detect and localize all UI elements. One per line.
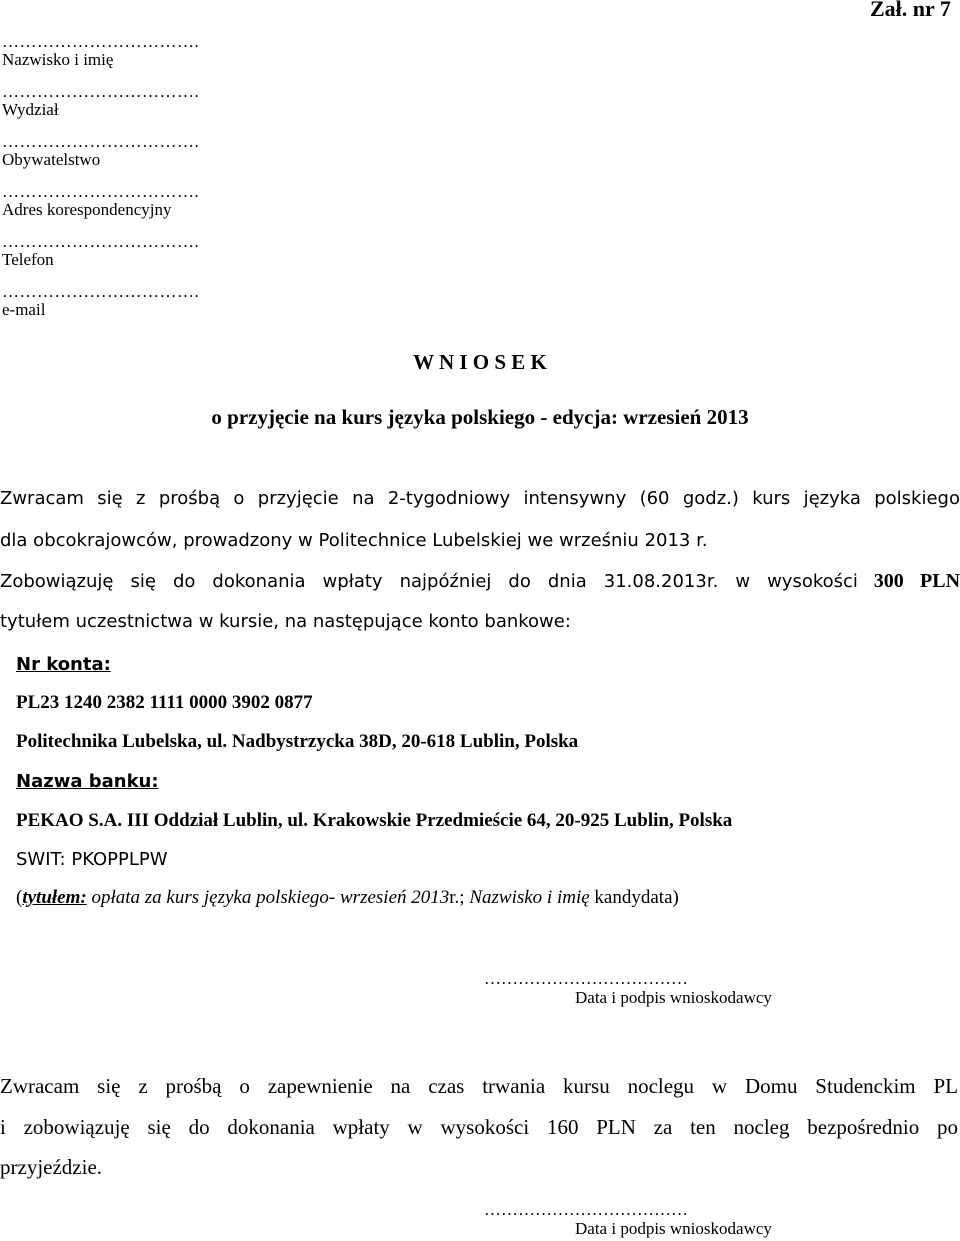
accommodation-line-1: Zwracam się z prośbą o zapewnienie na czas trwania kursu noclegu w Domu Studenckim PL	[0, 1074, 958, 1098]
address-field-dots[interactable]: …………………………….	[2, 182, 200, 201]
annex-number: Zał. nr 7	[870, 0, 951, 21]
request-line-3-text: Zobowiązuję się do dokonania wpłaty najpóźniej do dnia 31.08.2013r. w wysokości	[0, 571, 858, 592]
bank-name: PEKAO S.A. III Oddział Lublin, ul. Krakowskie Przedmieście 64, 20-925 Lublin, Polska	[16, 810, 733, 831]
transfer-title-end: kandydata)	[589, 887, 679, 908]
transfer-title-r: r.;	[449, 887, 470, 908]
request-line-3	[0, 570, 960, 593]
bank-label: Nazwa banku:	[16, 771, 159, 792]
signature-1-dots[interactable]: ………………………………	[484, 969, 688, 988]
faculty-field-label: Wydział	[2, 100, 59, 119]
signature-2-label: Data i podpis wnioskodawcy	[575, 1219, 772, 1238]
transfer-title-open: (	[16, 887, 23, 908]
transfer-title-label: tytułem:	[22, 887, 87, 908]
citizenship-field-dots[interactable]: …………………………….	[2, 132, 200, 151]
name-field-label: Nazwisko i imię	[2, 50, 114, 69]
transfer-title-text: opłata za kurs języka polskiego- wrzesień 2013	[86, 887, 450, 908]
accommodation-line-3: przyjeździe.	[0, 1155, 103, 1179]
email-field-dots[interactable]: …………………………….	[2, 282, 200, 301]
citizenship-field-label: Obywatelstwo	[2, 150, 101, 169]
request-line-1: Zwracam się z prośbą o przyjęcie na 2-tygodniowy intensywny (60 godz.) kurs języka polskiego	[0, 488, 960, 509]
request-line-2: dla obcokrajowców, prowadzony w Politechnice Lubelskiej we wrześniu 2013 r.	[0, 530, 708, 551]
request-line-4: tytułem uczestnictwa w kursie, na następujące konto bankowe:	[0, 611, 571, 632]
transfer-title-name: Nazwisko i imię	[469, 887, 590, 908]
accommodation-line-2: i zobowiązuję się do dokonania wpłaty w wysokości 160 PLN za ten nocleg bezpośrednio po	[0, 1115, 958, 1139]
payment-amount: 300 PLN	[873, 570, 960, 592]
account-label: Nr konta:	[16, 654, 111, 675]
name-field-dots[interactable]: …………………………….	[2, 32, 200, 51]
faculty-field-dots[interactable]: …………………………….	[2, 82, 200, 101]
transfer-title	[16, 887, 679, 909]
document-subtitle: o przyjęcie na kurs języka polskiego - edycja: wrzesień 2013	[211, 405, 749, 429]
phone-field-dots[interactable]: …………………………….	[2, 232, 200, 251]
address-field-label: Adres korespondencyjny	[2, 200, 172, 219]
swift-code: SWIT: PKOPPLPW	[16, 849, 168, 870]
recipient: Politechnika Lubelska, ul. Nadbystrzycka 38D, 20-618 Lublin, Polska	[16, 731, 579, 752]
phone-field-label: Telefon	[2, 250, 54, 269]
signature-1-label: Data i podpis wnioskodawcy	[575, 988, 772, 1007]
document-title: W N I O S E K	[413, 350, 547, 374]
account-number: PL23 1240 2382 1111 0000 3902 0877	[16, 692, 313, 713]
signature-2-dots[interactable]: ………………………………	[484, 1200, 688, 1219]
email-field-label: e-mail	[2, 300, 46, 319]
